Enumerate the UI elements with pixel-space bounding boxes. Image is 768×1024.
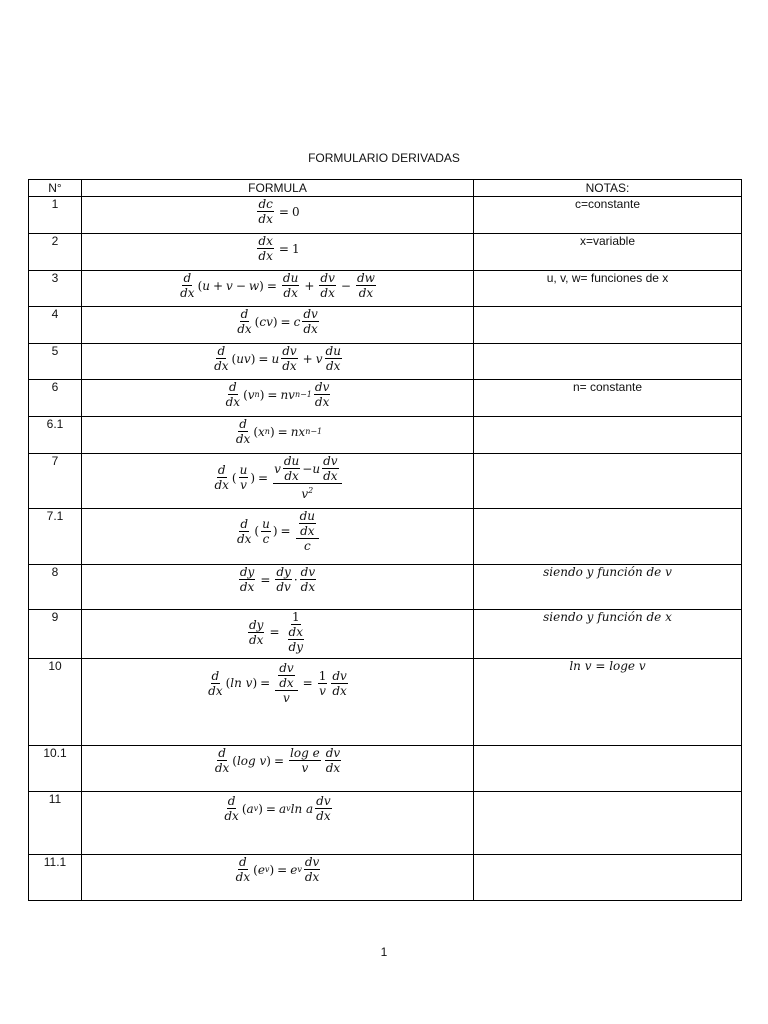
formula-cell bbox=[82, 234, 474, 271]
formula-cell bbox=[82, 271, 474, 307]
formula-cell bbox=[82, 417, 474, 454]
formula-7: d dx ( u v ) = v du dx −u dv dx $v^2$ bbox=[211, 454, 343, 501]
page-number: 1 bbox=[380, 945, 388, 959]
row-number: 8 bbox=[29, 565, 82, 610]
formula-7-1: d dx ( u c ) = $\frac{du}{dx}$ c bbox=[234, 509, 321, 553]
formula-5: d dx ( uv ) = u $\frac{dv}{dx}$ + v $\frac{du}{dx}$ bbox=[214, 344, 341, 373]
formula-11: d dx ( a v ) = a v ln a dv dx bbox=[224, 794, 331, 823]
formula-cell bbox=[82, 380, 474, 417]
table-row bbox=[29, 271, 742, 307]
row-number: 11 bbox=[29, 792, 82, 855]
row-number: 10.1 bbox=[29, 746, 82, 792]
row-note: u, v, w= funciones de x bbox=[474, 271, 742, 307]
row-number: 10 bbox=[29, 659, 82, 746]
row-note bbox=[474, 792, 742, 855]
table-row bbox=[29, 307, 742, 344]
row-note bbox=[474, 855, 742, 901]
formula-10-1: d dx ( log v ) = $\frac{\text{log e}}{v}$ dv dx bbox=[214, 746, 341, 775]
formula-cell bbox=[82, 565, 474, 610]
row-note: n= constante bbox=[474, 380, 742, 417]
row-number: 2 bbox=[29, 234, 82, 271]
row-number: 9 bbox=[29, 610, 82, 659]
formula-6: d dx ( v n ) = nv n−1 dv dx bbox=[225, 380, 330, 409]
row-note bbox=[474, 344, 742, 380]
note-ln-v: ln v = loge v bbox=[569, 659, 646, 673]
row-note bbox=[474, 417, 742, 454]
row-note bbox=[474, 454, 742, 509]
header-notes: NOTAS: bbox=[474, 180, 742, 197]
table-row bbox=[29, 565, 742, 610]
row-number: 11.1 bbox=[29, 855, 82, 901]
row-note bbox=[474, 659, 742, 746]
row-number: 7.1 bbox=[29, 509, 82, 565]
formula-1: $\frac{dc}{dx}$ = 0 bbox=[258, 197, 300, 226]
row-number: 6.1 bbox=[29, 417, 82, 454]
formula-cell bbox=[82, 792, 474, 855]
formula-6-1: d dx ( x n ) = nx n−1 bbox=[235, 417, 323, 446]
formula-10: d dx ( ln v ) = $\frac{dv}{dx}$ v = $\frac{1}{v}$ dv dx bbox=[208, 661, 347, 705]
table-row bbox=[29, 509, 742, 565]
table-row bbox=[29, 454, 742, 509]
table-row bbox=[29, 792, 742, 855]
page-title: FORMULARIO DERIVADAS bbox=[308, 151, 460, 165]
table-row bbox=[29, 197, 742, 234]
derivatives-table bbox=[28, 179, 742, 901]
table-row bbox=[29, 855, 742, 901]
formula-cell bbox=[82, 855, 474, 901]
table-row bbox=[29, 234, 742, 271]
row-note bbox=[474, 746, 742, 792]
row-number: 6 bbox=[29, 380, 82, 417]
row-number: 7 bbox=[29, 454, 82, 509]
formula-3: d dx ( u + v − w ) = $\frac{du}{dx}$ + $\frac{dv}{dx}$ − $\frac{dw}{dx}$ bbox=[180, 271, 375, 300]
row-note bbox=[474, 307, 742, 344]
table-row bbox=[29, 380, 742, 417]
row-note: x=variable bbox=[474, 234, 742, 271]
row-note: siendo y función de x bbox=[474, 610, 742, 659]
formula-2: $\frac{dx}{dx}$ = 1 bbox=[258, 234, 300, 263]
formula-11-1: d dx ( e v ) = e v dv dx bbox=[235, 855, 320, 884]
table-row bbox=[29, 659, 742, 746]
formula-9: $\frac{dy}{dx}$ = 1 $\frac{dx}{dy}$ bbox=[249, 610, 303, 654]
row-number: 1 bbox=[29, 197, 82, 234]
formula-cell bbox=[82, 454, 474, 509]
formula-cell bbox=[82, 307, 474, 344]
formula-4: d dx ( cv ) = c $\frac{dv}{dx}$ bbox=[237, 307, 318, 336]
formula-cell bbox=[82, 344, 474, 380]
row-note: siendo y función de v bbox=[474, 565, 742, 610]
formula-cell bbox=[82, 610, 474, 659]
formula-cell bbox=[82, 197, 474, 234]
row-note bbox=[474, 509, 742, 565]
table-row bbox=[29, 610, 742, 659]
table-row bbox=[29, 344, 742, 380]
header-formula: FORMULA bbox=[82, 180, 474, 197]
formula-8: $\frac{dy}{dx}$ = $\frac{dy}{dv}$ · dv dx bbox=[239, 565, 316, 594]
row-number: 3 bbox=[29, 271, 82, 307]
table-row bbox=[29, 746, 742, 792]
header-number: N° bbox=[29, 180, 82, 197]
table-row bbox=[29, 417, 742, 454]
row-number: 4 bbox=[29, 307, 82, 344]
table-header-row bbox=[29, 180, 742, 197]
formula-cell bbox=[82, 746, 474, 792]
formula-cell bbox=[82, 659, 474, 746]
row-note: c=constante bbox=[474, 197, 742, 234]
formula-cell bbox=[82, 509, 474, 565]
row-number: 5 bbox=[29, 344, 82, 380]
